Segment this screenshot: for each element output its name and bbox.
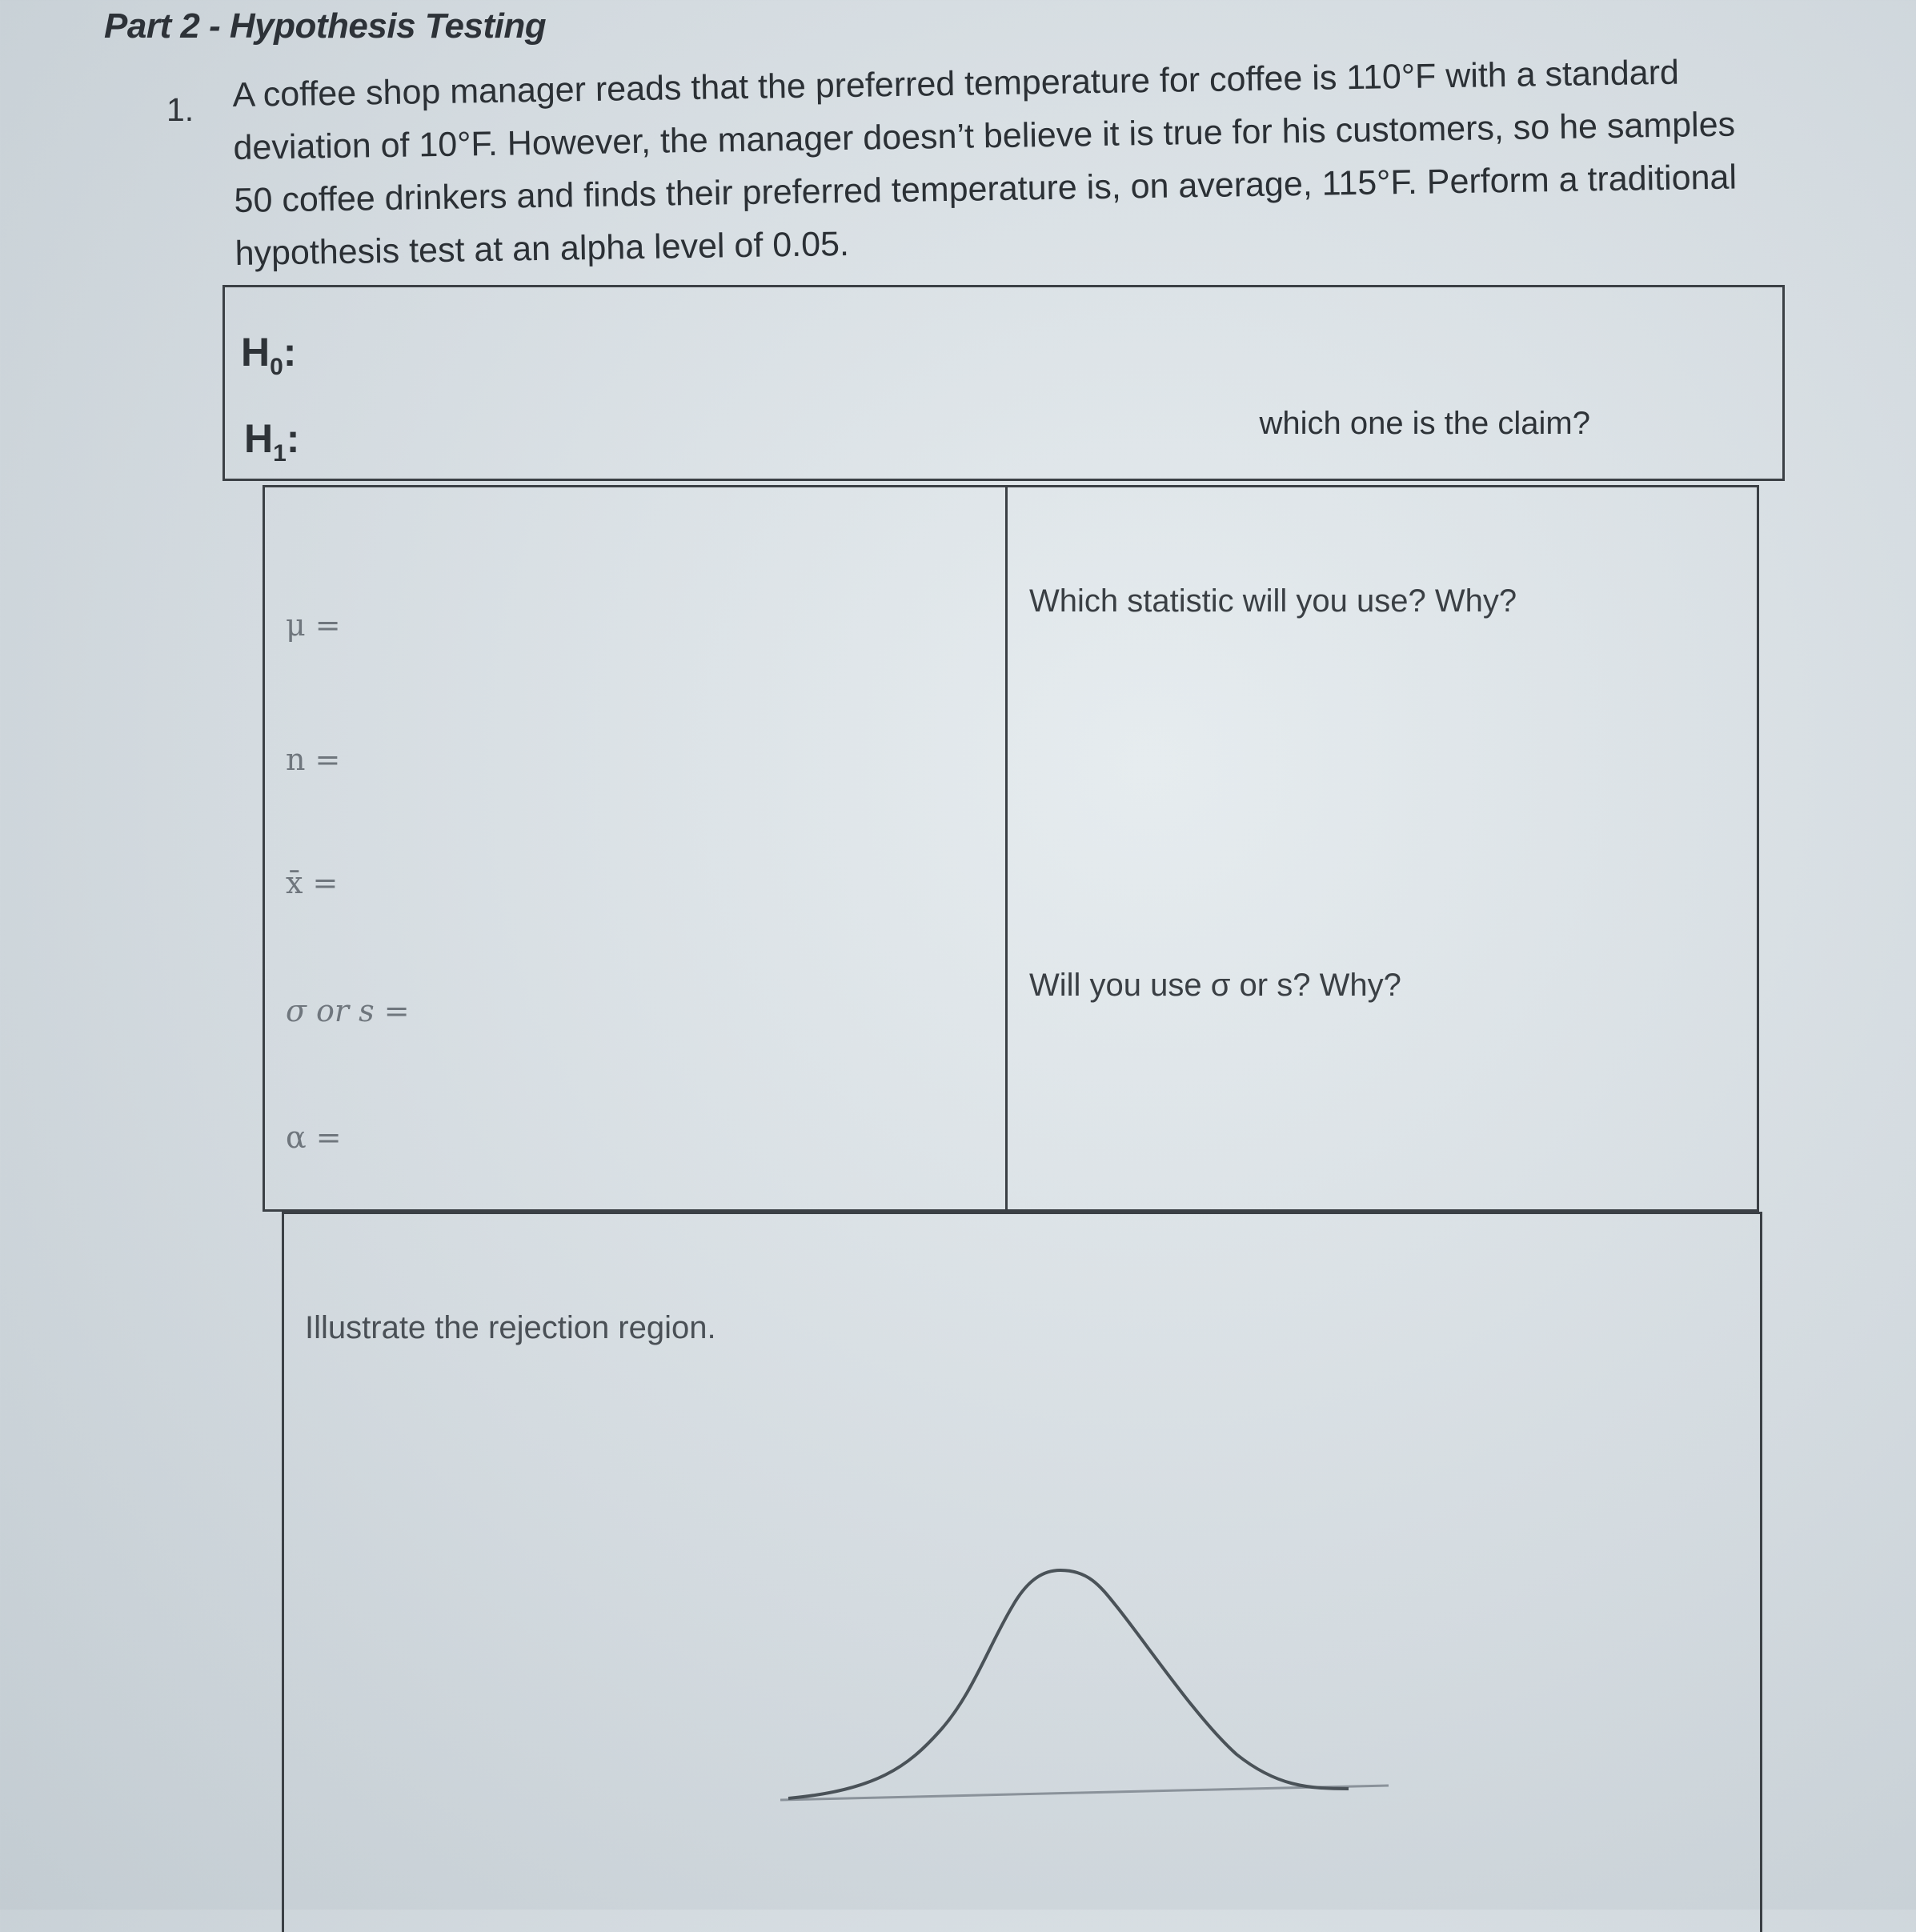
h1-colon: :	[286, 416, 300, 461]
claim-prompt: which one is the claim?	[1259, 406, 1590, 441]
alternative-hypothesis-label	[244, 415, 299, 467]
column-divider	[1005, 487, 1008, 1209]
baseline-axis-right	[1180, 1786, 1389, 1790]
givens-box[interactable]	[263, 485, 1759, 1212]
null-hypothesis-label	[241, 329, 296, 381]
h0-colon: :	[283, 330, 297, 375]
question-text: A coffee shop manager reads that the preferred temperature for coffee is 110°F with a standard deviation of 10°F. However, the manager doesn’t believe it is true for his customers, so he samples 50 coffee drinkers and finds their preferred temperature is, on average, 115°F. Perform a traditional hypothesis test at an alpha level of 0.05.	[232, 53, 1738, 273]
page-title: Part 2 - Hypothesis Testing	[104, 6, 547, 46]
normal-curve[interactable]	[780, 1550, 1405, 1822]
illustrate-label: Illustrate the rejection region.	[305, 1310, 716, 1345]
n-field[interactable]: n =	[286, 742, 341, 777]
h1-subscript: 1	[273, 440, 287, 467]
rejection-region-box[interactable]	[282, 1212, 1762, 1932]
statistic-question: Which statistic will you use? Why?	[1029, 583, 1517, 619]
question-number: 1.	[166, 91, 194, 128]
h0-subscript: 0	[270, 354, 283, 380]
sigma-or-s-field[interactable]: σ or s =	[286, 993, 410, 1028]
bell-curve-line	[788, 1570, 1349, 1798]
xbar-field[interactable]: x̄ =	[286, 865, 339, 900]
mu-field[interactable]: μ =	[286, 607, 341, 643]
alpha-field[interactable]: α =	[286, 1120, 342, 1155]
h1-letter: H	[244, 416, 274, 461]
h0-letter: H	[241, 330, 271, 375]
hypotheses-box[interactable]	[222, 285, 1785, 481]
sigma-question: Will you use σ or s? Why?	[1029, 968, 1401, 1003]
